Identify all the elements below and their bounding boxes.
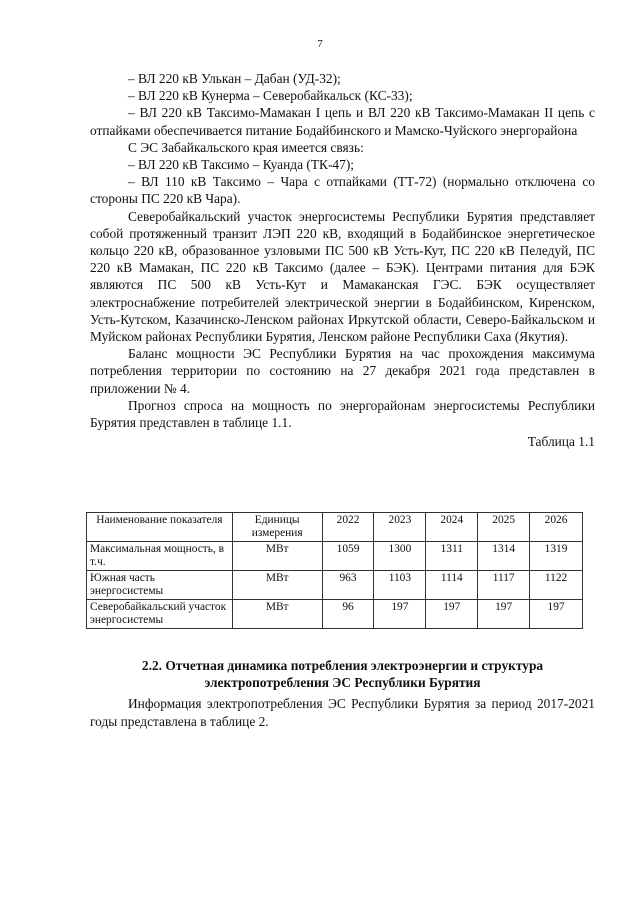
- value-cell: 1300: [374, 542, 426, 571]
- line-taksimo-mamakan: – ВЛ 220 кВ Таксимо-Мамакан I цепь и ВЛ 220 кВ Таксимо-Мамакан II цепь с отпайками обеспечивается питание Бодайбинского и Мамско-Чуйского энергорайона: [90, 105, 595, 138]
- value-cell: 1059: [322, 542, 374, 571]
- line-tk47: – ВЛ 220 кВ Таксимо – Куанда (ТК-47);: [128, 157, 354, 173]
- value-cell: 963: [322, 571, 374, 600]
- table-row: [87, 600, 583, 629]
- value-cell: 1117: [478, 571, 530, 600]
- table-header-row: [87, 513, 583, 542]
- row-label: Максимальная мощность, в т.ч.: [87, 542, 233, 571]
- header-cell: 2024: [426, 513, 478, 542]
- value-cell: 197: [426, 600, 478, 629]
- table-row: [87, 542, 583, 571]
- section-body: [90, 695, 595, 730]
- value-cell: 197: [478, 600, 530, 629]
- body-text: [90, 70, 595, 450]
- line-ks33: – ВЛ 220 кВ Кунерма – Северобайкальск (КС-33);: [128, 88, 413, 104]
- value-cell: 1319: [530, 542, 583, 571]
- value-cell: 1103: [374, 571, 426, 600]
- section-heading: 2.2. Отчетная динамика потребления электроэнергии и структура электропотребления ЭС Республики Бурятия: [141, 658, 544, 690]
- row-label: Северобайкальский участок энергосистемы: [87, 600, 233, 629]
- value-cell: 96: [322, 600, 374, 629]
- paragraph-forecast: Прогноз спроса на мощность по энергорайонам энергосистемы Республики Бурятия представлен в таблице 1.1.: [90, 397, 595, 431]
- row-label: Южная часть энергосистемы: [87, 571, 233, 600]
- value-cell: 197: [530, 600, 583, 629]
- value-cell: 197: [374, 600, 426, 629]
- unit-cell: МВт: [232, 571, 322, 600]
- forecast-table: [86, 512, 583, 629]
- value-cell: 1122: [530, 571, 583, 600]
- paragraph-bek: Северобайкальский участок энергосистемы Республики Бурятия представляет собой протяженный транзит ЛЭП 220 кВ, входящий в Бодайбинское энергетическое кольцо 220 кВ, образованное узловыми ПС 500 кВ Усть-Кут, ПС 220 кВ Пеледуй, ПС 220 кВ Мамакан, ПС 220 кВ Таксимо (далее – БЭК). Центрами питания для БЭК являются ПС 500 кВ Усть-Кут и Мамаканская ГЭС. БЭК осуществляет электроснабжение потребителей электрической энергии в Бодайбинском, Киренском, Усть-Кутском, Казачинско-Ленском районах Иркутской области, Северо-Байкальском и Муйском районах Республики Бурятия, Ленском районе Республики Саха (Якутия).: [90, 208, 595, 345]
- header-cell: 2023: [374, 513, 426, 542]
- line-ud32: – ВЛ 220 кВ Улькан – Дабан (УД-32);: [128, 71, 341, 86]
- unit-cell: МВт: [232, 542, 322, 571]
- header-cell: Наименование показателя: [87, 513, 233, 542]
- table-caption: Таблица 1.1: [527, 434, 595, 450]
- section-paragraph: Информация электропотребления ЭС Республики Бурятия за период 2017-2021 годы представлена в таблице 2.: [90, 696, 595, 729]
- header-cell: 2025: [478, 513, 530, 542]
- line-zabaikal-link: С ЭС Забайкальского края имеется связь:: [128, 139, 364, 155]
- table-row: [87, 571, 583, 600]
- unit-cell: МВт: [232, 600, 322, 629]
- paragraph-balance: Баланс мощности ЭС Республики Бурятия на час прохождения максимума потребления территории по состоянию на 27 декабря 2021 года представлен в приложении № 4.: [90, 346, 595, 396]
- header-cell: 2026: [530, 513, 583, 542]
- value-cell: 1114: [426, 571, 478, 600]
- value-cell: 1314: [478, 542, 530, 571]
- line-tt72: – ВЛ 110 кВ Таксимо – Чара с отпайками (ТТ-72) (нормально отключена со стороны ПС 220 кВ Чара).: [90, 174, 595, 207]
- value-cell: 1311: [426, 542, 478, 571]
- header-cell: 2022: [322, 513, 374, 542]
- page-number: 7: [317, 38, 323, 50]
- header-cell: Единицы измерения: [232, 513, 322, 542]
